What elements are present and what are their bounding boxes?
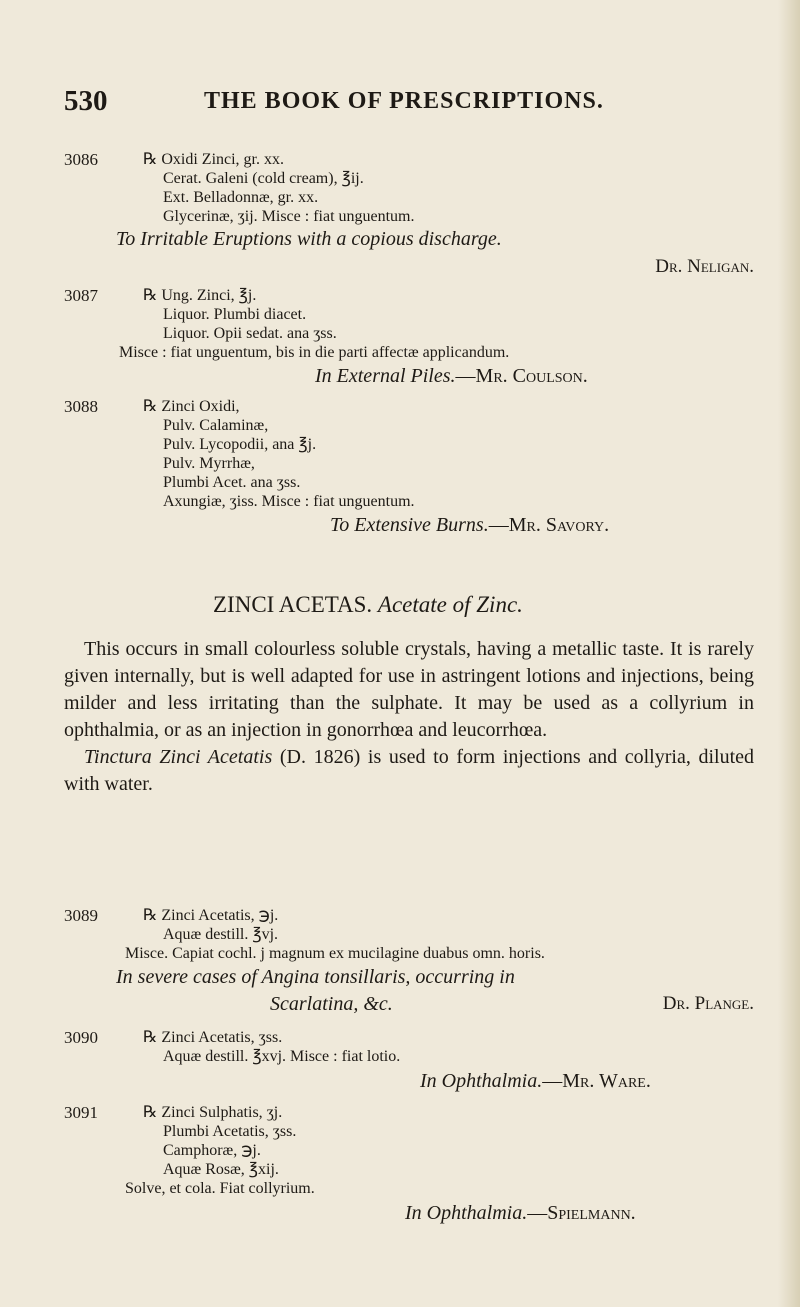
prescription-caption: In severe cases of Angina tonsillaris, occurring in: [116, 966, 515, 988]
prescription-lines: [143, 150, 415, 226]
prescription-caption: To Irritable Eruptions with a copious discharge.: [116, 228, 502, 250]
prescription-number: 3090: [64, 1028, 98, 1047]
prescription-caption: [315, 365, 588, 388]
prescription-line: ℞ Zinci Acetatis, ℈j.: [143, 907, 279, 924]
paragraph-text: (D. 1826) is used to form injections and collyria, diluted with water.: [64, 746, 755, 795]
section-title: ZINCI ACETAS.: [213, 592, 373, 617]
prescription-line: Plumbi Acet. ana ʒss.: [163, 474, 301, 491]
prescription-lines: [143, 397, 415, 511]
page-number: 530: [64, 85, 108, 117]
prescription-line: Aquæ Rosæ, ℥xij.: [163, 1161, 279, 1178]
prescription-line: Misce : fiat unguentum, bis in die parti affectæ applicandum.: [119, 344, 510, 361]
prescription-attribution: —Mr. Savory.: [488, 514, 610, 536]
prescription-line: Plumbi Acetatis, ʒss.: [163, 1123, 297, 1140]
prescription-attribution: Dr. Neligan.: [655, 256, 754, 277]
prescription-line: Pulv. Lycopodii, ana ℥j.: [163, 436, 317, 453]
paragraph: This occurs in small colourless soluble crystals, having a metallic taste. It is rarely given internally, but is well adapted for use in astringent lotions and injections, being milder and less irritating than the sulphate. It may be used as a collyrium in ophthalmia, or as an injection in gonorrhœa and leucorrhœa.: [64, 638, 754, 741]
prescription-attribution: Dr. Plange.: [662, 993, 754, 1014]
prescription-number: 3088: [64, 397, 98, 416]
prescription-caption: [330, 514, 609, 537]
prescription-line: ℞ Zinci Sulphatis, ʒj.: [143, 1104, 283, 1121]
prescription-line: ℞ Zinci Acetatis, ʒss.: [143, 1029, 283, 1046]
prescription-number: 3091: [64, 1103, 98, 1122]
running-head: THE BOOK OF PRESCRIPTIONS.: [204, 88, 604, 114]
prescription-line: Liquor. Plumbi diacet.: [163, 306, 307, 323]
prescription-line: ℞ Ung. Zinci, ℥j.: [143, 287, 257, 304]
page-header: [64, 85, 754, 125]
prescription-lines: [119, 286, 510, 362]
prescription-attribution: —Spielmann.: [527, 1202, 636, 1224]
prescription-lines: [143, 1028, 400, 1066]
prescription-caption: [405, 1202, 636, 1225]
prescription-lines: [125, 1103, 315, 1198]
caption-text: In Ophthalmia.: [420, 1070, 543, 1092]
prescription-caption-line2: Scarlatina, &c.: [270, 993, 393, 1015]
caption-text: In Ophthalmia.: [405, 1202, 528, 1224]
prescription-line: Aquæ destill. ℥vj.: [163, 926, 279, 943]
caption-text: In External Piles.: [315, 365, 456, 387]
tincture-name: Tinctura Zinci Acetatis: [84, 746, 273, 768]
page-edge-shadow: [778, 0, 800, 1307]
prescription-line: Cerat. Galeni (cold cream), ℥ij.: [163, 170, 364, 187]
prescription-attribution: —Mr. Coulson.: [455, 365, 588, 387]
prescription-number: 3086: [64, 150, 98, 169]
prescription-line: Axungiæ, ʒiss. Misce : fiat unguentum.: [163, 493, 415, 510]
prescription-line: Misce. Capiat cochl. j magnum ex mucilagine duabus omn. horis.: [125, 945, 545, 962]
prescription-line: Ext. Belladonnæ, gr. xx.: [163, 189, 319, 206]
section-heading: [213, 592, 523, 618]
section-subtitle: Acetate of Zinc.: [377, 592, 523, 617]
prescription-line: ℞ Zinci Oxidi,: [143, 398, 240, 415]
prescription-line: Liquor. Opii sedat. ana ʒss.: [163, 325, 337, 342]
section-body: [64, 636, 754, 798]
prescription-line: Camphoræ, ℈j.: [163, 1142, 261, 1159]
prescription-attribution: —Mr. Ware.: [542, 1070, 651, 1092]
prescription-line: Aquæ destill. ℥xvj. Misce : fiat lotio.: [163, 1048, 401, 1065]
prescription-number: 3089: [64, 906, 98, 925]
prescription-line: ℞ Oxidi Zinci, gr. xx.: [143, 151, 284, 168]
prescription-line: Pulv. Myrrhæ,: [163, 455, 255, 472]
caption-text: To Extensive Burns.: [330, 514, 489, 536]
prescription-line: Glycerinæ, ʒij. Misce : fiat unguentum.: [163, 208, 415, 225]
prescription-number: 3087: [64, 286, 98, 305]
prescription-caption: [420, 1070, 651, 1093]
paragraph: [64, 744, 754, 798]
prescription-line: Pulv. Calaminæ,: [163, 417, 269, 434]
prescription-lines: [125, 906, 545, 963]
prescription-line: Solve, et cola. Fiat collyrium.: [125, 1180, 315, 1197]
